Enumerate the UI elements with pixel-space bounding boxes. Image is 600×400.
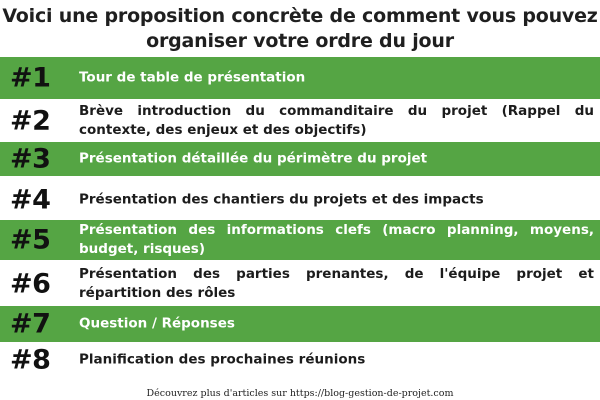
agenda-item-text: Brève introduction du commanditaire du projet (Rappel du contexte, des enjeux et des objectifs): [79, 102, 594, 138]
agenda-item-text: Tour de table de présentation: [79, 69, 306, 86]
agenda-item-number: #3: [10, 143, 51, 175]
agenda-item-6: [0, 262, 600, 306]
agenda-item-text: Question / Réponses: [79, 315, 235, 332]
agenda-item-8: [0, 342, 600, 378]
footer-note: Découvrez plus d'articles sur https://blog-gestion-de-projet.com: [146, 388, 454, 399]
agenda-item-2: [0, 99, 600, 142]
agenda-item-number: #4: [10, 184, 51, 216]
agenda-item-number: #8: [10, 344, 51, 376]
agenda-item-7: [0, 306, 600, 342]
agenda-item-3: [0, 142, 600, 176]
agenda-item-number: #7: [10, 308, 51, 340]
agenda-item-text: Présentation des chantiers du projets et des impacts: [79, 191, 484, 208]
page-title-line-2: organiser votre ordre du jour: [146, 30, 454, 52]
agenda-item-text: Présentation des informations clefs (macro planning, moyens, budget, risques): [79, 222, 594, 257]
agenda-item-number: #6: [10, 268, 51, 300]
agenda-item-number: #5: [10, 224, 51, 256]
agenda-item-number: #2: [10, 105, 51, 136]
agenda-item-number: #1: [10, 62, 51, 94]
agenda-item-5: [0, 220, 600, 260]
agenda-item-text: Présentation détaillée du périmètre du projet: [79, 150, 428, 167]
agenda-item-1: [0, 57, 600, 99]
agenda-item-text: Planification des prochaines réunions: [79, 351, 366, 368]
page-title-line-1: Voici une proposition concrète de comment vous pouvez: [2, 5, 598, 27]
agenda-item-4: [0, 180, 600, 220]
page-title: [0, 4, 600, 54]
agenda-item-text: Présentation des parties prenantes, de l'équipe projet et répartition des rôles: [79, 266, 594, 301]
